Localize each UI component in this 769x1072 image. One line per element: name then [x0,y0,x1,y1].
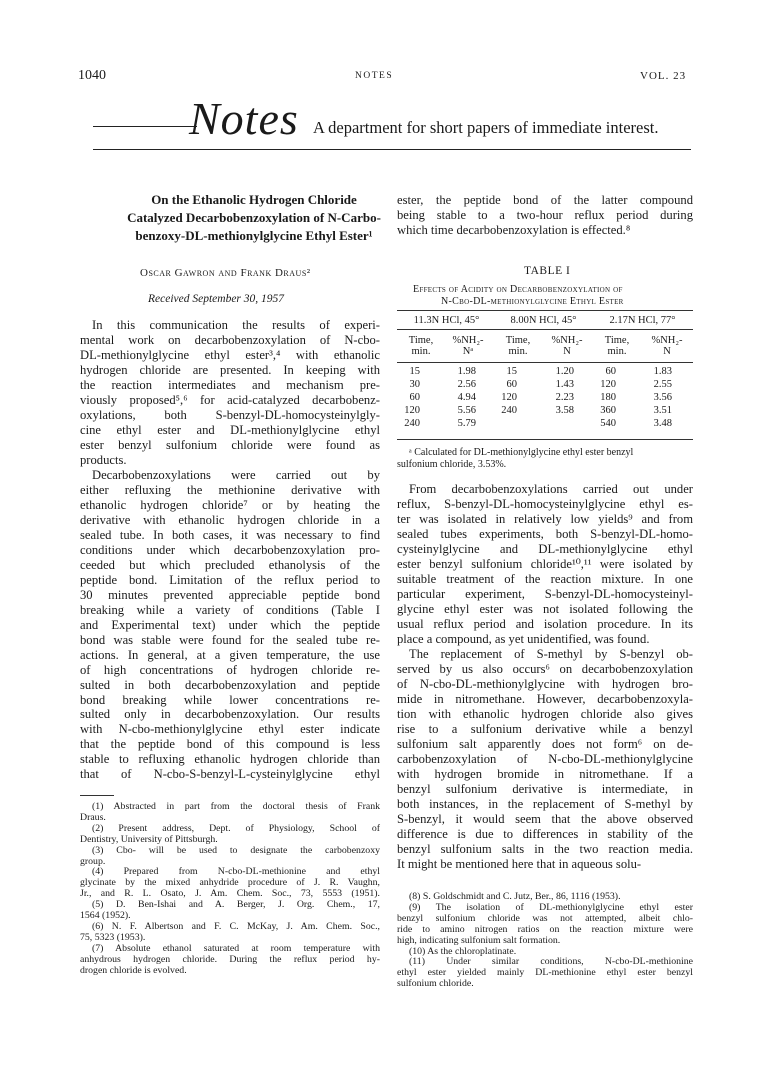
table-column-header: Time, [408,335,434,346]
footnote-line: Dentistry, University of Pittsburgh. [80,833,218,845]
masthead-title: Notes [189,93,299,144]
body-line: From decarbobenzoxylations carried out under [409,482,693,496]
body-line: ester, the peptide bond of the latter compound [397,193,693,207]
body-line: of high concentrations of hydrogen chloride re- [80,662,380,677]
left-column-body [80,318,380,782]
table-footnote-line: ᵃ Calculated for DL-methionylglycine ethyl ester benzyl [409,447,634,458]
table-cell: 120 [600,379,616,390]
footnote-line: group. [80,855,106,867]
table-column-header: min. [508,346,528,357]
body-line: usual reflux period and isolation procedure. In its [397,616,693,631]
table-cell: 60 [605,366,616,377]
table-cell: 15 [506,366,517,377]
table-cell: 1.83 [653,366,672,377]
body-line: that the peptide bond of this compound is less [80,737,380,752]
body-line: oxylations, both S-benzyl-DL-homocysteinylgly- [80,407,380,422]
body-line: hydrogen chloride are presented. In keeping with [80,362,380,377]
table-cell: 60 [409,392,420,403]
table-cell: 5.56 [457,405,476,416]
table-column-header: N [563,346,571,357]
right-footnotes [397,892,693,990]
body-line: sealed tube. In both cases, it was necessary to find [80,527,380,542]
footnote-line: drogen chloride is evolved. [80,964,187,976]
footnote-line: (10) As the chloroplatinate. [409,945,517,957]
body-line: S-benzyl, it would seem that the above observed [397,811,693,826]
table-rule [397,362,693,363]
body-line: benzyl sulfonium derivative is intermediate, in [397,781,693,796]
body-line: being stable to a two-hour reflux period during [397,207,693,222]
left-footnotes [80,802,380,976]
table-footnote [397,447,693,471]
table-cell: 15 [409,366,420,377]
footnote-line: (4) Prepared from N-cbo-DL-methionine and ethyl [92,866,380,878]
table-group-header: 11.3N HCl, 45° [413,315,480,326]
body-line: breaking while a variety of conditions (Table I [80,602,380,617]
right-column-top [397,193,693,238]
body-line: rise to a sulfonium derivative while a benzyl [397,721,693,736]
body-line: carbobenzoxylation of N-cbo-DL-methionylglycine [397,751,693,766]
footnote-line: (6) N. F. Albertson and F. C. McKay, J. Am. Chem. Soc., [92,920,380,932]
body-line: that of N-cbo-S-benzyl-L-cysteinylglycine ethyl [80,767,380,782]
table-cell: 2.23 [555,392,574,403]
table-cell: 1.43 [555,379,574,390]
body-line: ter was isolated in relatively low yields⁹ and from [397,511,693,526]
footnote-line: (5) D. Ben-Ishai and A. Berger, J. Org. Chem., 17, [92,899,380,911]
body-line: suitable treatment of the reaction mixture. In one [397,571,693,586]
table-rule [397,329,693,330]
volume-label: VOL. 23 [640,70,687,82]
footnote-line: (11) Under similar conditions, N-cbo-DL-methionine [409,956,693,968]
table-caption-line: Effects of Acidity on Decarbobenzoxylation of [413,284,623,295]
body-line: 30 minutes prevented appreciable peptide bond [80,587,380,602]
footnote-line: (3) Cbo- will be used to designate the carbobenzoxy [92,844,380,856]
table-cell: 180 [600,392,616,403]
body-line: and Experimental text) under which the peptide [80,617,380,632]
table-cell: 3.48 [653,418,672,429]
footnote-line: 1564 (1952). [80,910,131,921]
table-column-header: min. [411,346,431,357]
body-line: particular experiment, S-benzyl-DL-homocysteinyl- [397,586,693,601]
table-column-header: %NH₂- [651,335,683,346]
body-line: In this communication the results of experi- [92,318,380,332]
table-cell: 3.58 [555,405,574,416]
masthead-tagline: A department for short papers of immediate interest. [313,118,659,137]
table-cell: 4.94 [457,392,476,403]
body-line: which time decarbobenzoxylation is effected.⁸ [397,222,631,237]
body-line: of N-cbo-DL-methionylglycine with hydrogen bro- [397,676,693,691]
table-cell: 240 [501,405,517,416]
body-line: peptide bond. Limitation of the reflux period to [80,572,380,587]
body-line: ceeded but which precluded ethanolysis of the [80,557,380,572]
masthead-rule-short [93,126,197,127]
table-cell: 240 [404,418,420,429]
body-line: served by us also occurs⁶ on decarbobenzoxylation [397,661,693,676]
body-line: sulfonium salt apparently does not form⁶ on de- [397,736,693,751]
body-line: place a compound, as yet unidentified, was found. [397,631,650,646]
footnote-line: Jr., and R. L. Osato, J. Am. Chem. Soc., 73, 5553 (1951). [80,888,380,900]
footnote-line: 75, 5323 (1953). [80,931,146,943]
table-cell: 3.56 [653,392,672,403]
footnote-line: anhydrous hydrogen chloride. During the reflux period hy- [80,953,380,965]
table-title: TABLE I [524,265,571,277]
table-cell: 30 [409,379,420,390]
body-line: derivative with ethanolic hydrogen chloride in a [80,512,380,527]
footnote-separator [80,795,114,796]
table-cell: 360 [600,405,616,416]
article-title-line: Catalyzed Decarbobenzoxylation of N-Carbo- [127,210,381,225]
right-column-body [397,482,693,871]
footnote-line: Draus. [80,811,106,823]
footnote-line: (2) Present address, Dept. of Physiology, School of [92,822,380,834]
table-group-header: 8.00N HCl, 45° [510,315,577,326]
table-column-header: min. [607,346,627,357]
body-line: difference is due to differences in stability of the [397,826,693,841]
table-column-header: Time, [604,335,630,346]
body-line: bond breaking while lower concentrations re- [80,692,380,707]
body-line: reflux, S-benzyl-DL-homocysteinylglycine ethyl es- [397,496,693,511]
article-title-line: On the Ethanolic Hydrogen Chloride [151,192,357,207]
footnote-line: ride to amino nitrogen ratios on the reaction mixture were [397,923,693,935]
body-line: with hydrogen bromide in nitromethane. If a [397,766,693,781]
body-line: both instances, in the replacement of S-methyl by [397,796,693,811]
table-cell: 540 [600,418,616,429]
table-cell: 2.55 [653,379,672,390]
body-line: either refluxing the methionine derivative with [80,482,380,497]
body-line: stable to refluxing ethanolic hydrogen chloride than [80,752,380,767]
table-cell: 120 [501,392,517,403]
body-line: Decarbobenzoxylations were carried out by [92,467,380,482]
footnote-line: benzyl sulfonium chloride was not attempted, albeit chlo- [397,912,693,924]
table-cell: 60 [506,379,517,390]
footnote-line: (8) S. Goldschmidt and C. Jutz, Ber., 86, 1116 (1953). [409,891,621,902]
body-line: ester benzyl sulfonium chloride were found as [80,437,380,452]
table-cell: 5.79 [457,418,476,429]
table-rule [397,439,693,440]
body-line: products. [80,452,127,467]
table-cell: 120 [404,405,420,416]
footnote-line: sulfonium chloride. [397,978,474,990]
table-caption-line: N-Cbo-DL-methionylglycine Ethyl Ester [441,296,624,307]
page-number: 1040 [78,68,106,83]
table-column-header: N [663,346,671,357]
body-line: bond was stable were found for the sealed tube re- [80,632,380,647]
table-column-header: Time, [505,335,531,346]
article-title-line: benzoxy-DL-methionylglycine Ethyl Ester¹ [135,228,373,243]
body-line: with N-cbo-methionylglycine ethyl ester indicate [80,722,380,737]
body-line: cine ethyl ester and DL-methionylglycine ethyl [80,422,380,437]
body-line: mental work on decarbobenzoxylation of N-cbo- [80,332,380,347]
body-line: glycine ethyl ester was not isolated following the [397,601,693,616]
table-footnote-line: sulfonium chloride, 3.53%. [397,459,507,470]
table-cell: 3.51 [653,405,672,416]
footnote-line: (7) Absolute ethanol saturated at room temperature with [92,942,380,954]
masthead-rule [93,149,691,150]
body-line: sulted only in decarbobenzoxylation. Our results [80,707,380,722]
article-title [110,191,398,245]
body-line: conditions under which decarbobenzoxylation pro- [80,542,380,557]
body-line: tion with ethanolic hydrogen chloride also gives [397,706,693,721]
body-line: the reaction intermediates and mechanism pre- [80,377,380,392]
footnote-line: ethyl ester yielded mainly DL-methionine ethyl ester benzyl [397,967,693,979]
table-column-header: Nᵃ [462,346,474,357]
body-line: ethanolic hydrogen chloride⁷ or by heating the [80,497,380,512]
table-column-header: %NH₂- [551,335,583,346]
running-head: NOTES [355,71,394,81]
body-line: DL-methionylglycine ethyl ester³,⁴ with ethanolic [80,347,380,362]
table-cell: 1.98 [457,366,476,377]
table-group-header: 2.17N HCl, 77° [609,315,676,326]
article-authors: Oscar Gawron and Frank Draus² [140,267,311,279]
body-line: It might be mentioned here that in aqueous solu- [397,856,642,871]
body-line: The replacement of S-methyl by S-benzyl ob- [409,646,693,661]
footnote-line: (9) The isolation of DL-methionylglycine ethyl ester [409,901,693,913]
table-cell: 2.56 [457,379,476,390]
body-line: cysteinylglycine and DL-methionylglycine ethyl [397,541,693,556]
table-cell: 1.20 [555,366,574,377]
table-rule [397,310,693,311]
footnote-line: glycinate by the mixed anhydride procedure of J. R. Vaughn, [80,877,380,889]
body-line: viously proposed⁵,⁶ for acid-catalyzed decarbobenz- [80,392,380,407]
received-date: Received September 30, 1957 [148,293,285,305]
footnote-line: (1) Abstracted in part from the doctoral thesis of Frank [92,801,380,812]
table-column-header: %NH₂- [452,335,484,346]
body-line: mide in nitromethane. However, decarbobenzoxyla- [397,691,693,706]
body-line: sealed tubes experiments, both S-benzyl-DL-homo- [397,526,693,541]
body-line: benzyl sulfonium salts in the two reaction media. [397,841,693,856]
body-line: sulted in both decarbobenzoxylation and peptide [80,677,380,692]
footnote-line: high, indicating sulfonium salt formation. [397,934,561,946]
body-line: ester benzyl sulfonium chloride¹⁰,¹¹ were isolated by [397,556,693,571]
body-line: actions. In general, at a given temperature, the use [80,647,380,662]
